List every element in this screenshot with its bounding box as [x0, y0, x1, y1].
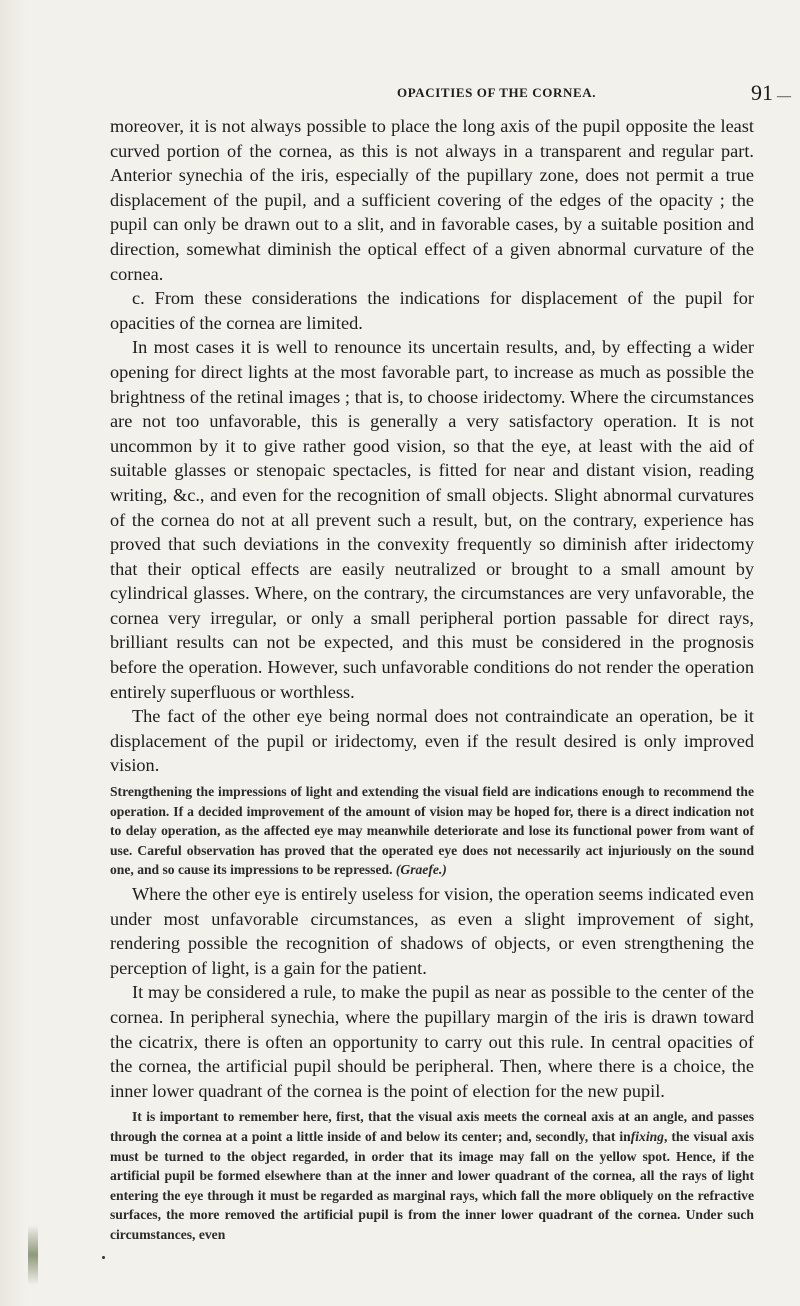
- paragraph-continuation: moreover, it is not always possible to place the long axis of the pupil opposite the least curved portion of the cornea, as this is not always in a transparent and regular part. Anterior synechia of the iris, especially of the pupillary zone, does not permit a true displacement of the pupil, and a sufficient covering of the edges of the opacity ; the pupil can only be drawn out to a slit, and in favorable cases, by a suitable position and direction, somewhat diminish the optical effect of a given abnormal curvature of the cornea.: [110, 116, 754, 284]
- paragraph-other-eye-normal: The fact of the other eye being normal does not contraindicate an operation, be it displacement of the pupil or iridectomy, even if the result desired is only improved vision.: [110, 706, 754, 776]
- paragraph-other-eye-useless: Where the other eye is entirely useless for vision, the operation seems indicated even under most unfavorable circumstances, as even a slight improvement of sight, rendering possible the recognition of shadows of objects, or even strengthening the perception of light, is a gain for the patient.: [110, 884, 754, 978]
- note-graefe-signature: (Graefe.): [395, 862, 447, 878]
- note-visual-axis: [110, 1107, 754, 1244]
- paragraph-iridectomy: In most cases it is well to renounce its uncertain results, and, by effecting a wider opening for direct lights at the most favorable part, to increase as much as possible the brightness of the retinal images ; that is, to choose iridectomy. Where the circumstances are not too unfavorable, this is generally a very satisfactory operation. It is not uncommon by it to give rather good vision, so that the eye, at least with the aid of suitable glasses or stenopaic spectacles, is fitted for near and distant vision, reading writing, &c., and even for the recognition of small objects. Slight abnormal curvatures of the cornea do not at all prevent such a result, but, on the contrary, experience has proved that such deviations in the convexity frequently so diminish after iridectomy that their optical effects are easily neutralized or brought to a small amount by cylindrical glasses. Where, on the contrary, the circumstances are very unfavorable, the cornea very irregular, or only a small peripheral portion passable for direct rays, brilliant results can not be expected, and this must be considered in the prognosis before the operation. However, such unfavorable conditions do not render the operation entirely superfluous or worthless.: [110, 337, 754, 702]
- note-graefe: [110, 782, 754, 880]
- page-number: 91: [751, 80, 773, 105]
- running-title: OPACITIES OF THE CORNEA.: [397, 85, 597, 100]
- note-visual-axis-after: , the visual axis must be turned to the object regarded, in order that its image may fall on the yellow spot. Hence, if the artificial pupil be formed elsewhere than at the inner and lower quadrant of the cornea, all the rays of light entering the eye through it must be regarded as marginal rays, which fall the more obliquely on the refractive surfaces, the more removed the artificial pupil is from the inner lower quadrant of the cornea. Under such circumstances, even: [110, 1128, 755, 1242]
- note-graefe-text: Strengthening the impressions of light and extending the visual field are indications enough to recommend the operation. If a decided improvement of the amount of vision may be hoped for, there is a direct indication not to delay operation, as the affected eye may meanwhile deteriorate and lose its functional power from want of use. Careful observation has proved that the operated eye does not necessarily act injuriously on the sound one, and so cause its impressions to be repressed.: [110, 784, 754, 878]
- running-header: [110, 80, 791, 107]
- header-dash: —: [777, 89, 791, 104]
- paragraph-section-c: c. From these considerations the indications for displacement of the pupil for opacities of the cornea are limited.: [110, 288, 754, 333]
- paragraph-pupil-position: It may be considered a rule, to make the pupil as near as possible to the center of the cornea. In peripheral synechia, where the pupillary margin of the iris is drawn toward the cicatrix, there is often an opportunity to carry out this rule. In central opacities of the cornea, the artificial pupil should be peripheral. Then, where there is a choice, the inner lower quadrant of the cornea is the point of election for the new pupil.: [110, 982, 754, 1101]
- page-gutter-shadow: [0, 0, 26, 1306]
- note-visual-axis-italic: fixing: [630, 1128, 664, 1144]
- body-text: [110, 114, 754, 1245]
- ink-dot: [102, 1256, 105, 1259]
- page-stain: [28, 1225, 38, 1285]
- note-visual-axis-before: It is important to remember here, first, that the visual axis meets the corneal axis at an angle, and passes through the cornea at a point a little inside of and below its center; and, secondly, that in: [110, 1109, 754, 1144]
